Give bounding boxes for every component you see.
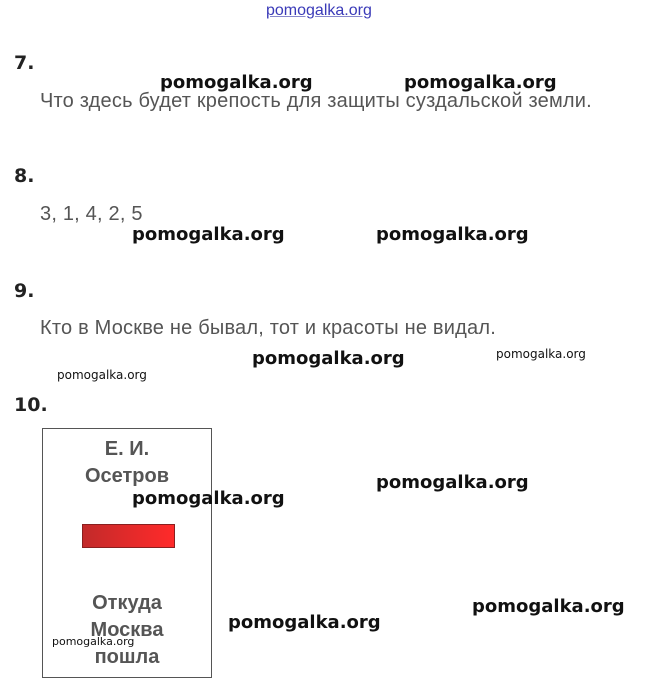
book-red-stripe xyxy=(82,524,175,548)
watermark: pomogalka.org xyxy=(404,72,557,93)
watermark: pomogalka.org xyxy=(57,368,147,382)
item-number-7: 7. xyxy=(14,52,35,74)
book-author-initials: Е. И. xyxy=(104,438,150,460)
watermark: pomogalka.org xyxy=(376,224,529,245)
watermark: pomogalka.org xyxy=(160,72,313,93)
item-number-10: 10. xyxy=(14,394,48,416)
item-answer-8: 3, 1, 4, 2, 5 xyxy=(40,203,143,225)
watermark: pomogalka.org xyxy=(52,635,135,648)
header-watermark: pomogalka.org xyxy=(266,2,372,19)
watermark: pomogalka.org xyxy=(132,224,285,245)
watermark: pomogalka.org xyxy=(472,596,625,617)
watermark: pomogalka.org xyxy=(376,472,529,493)
item-number-8: 8. xyxy=(14,165,35,187)
book-title-line-3: пошла xyxy=(94,646,160,668)
watermark: pomogalka.org xyxy=(132,488,285,509)
watermark: pomogalka.org xyxy=(228,612,381,633)
book-author-surname: Осетров xyxy=(84,465,170,487)
item-number-9: 9. xyxy=(14,280,35,302)
item-answer-7: Что здесь будет крепость для защиты суздальской земли. xyxy=(40,90,592,112)
watermark: pomogalka.org xyxy=(496,347,586,361)
watermark: pomogalka.org xyxy=(252,348,405,369)
item-answer-9: Кто в Москве не бывал, тот и красоты не видал. xyxy=(40,317,496,339)
book-title-line-1: Откуда xyxy=(92,592,162,614)
book-title-line-2: Москва xyxy=(90,619,164,641)
